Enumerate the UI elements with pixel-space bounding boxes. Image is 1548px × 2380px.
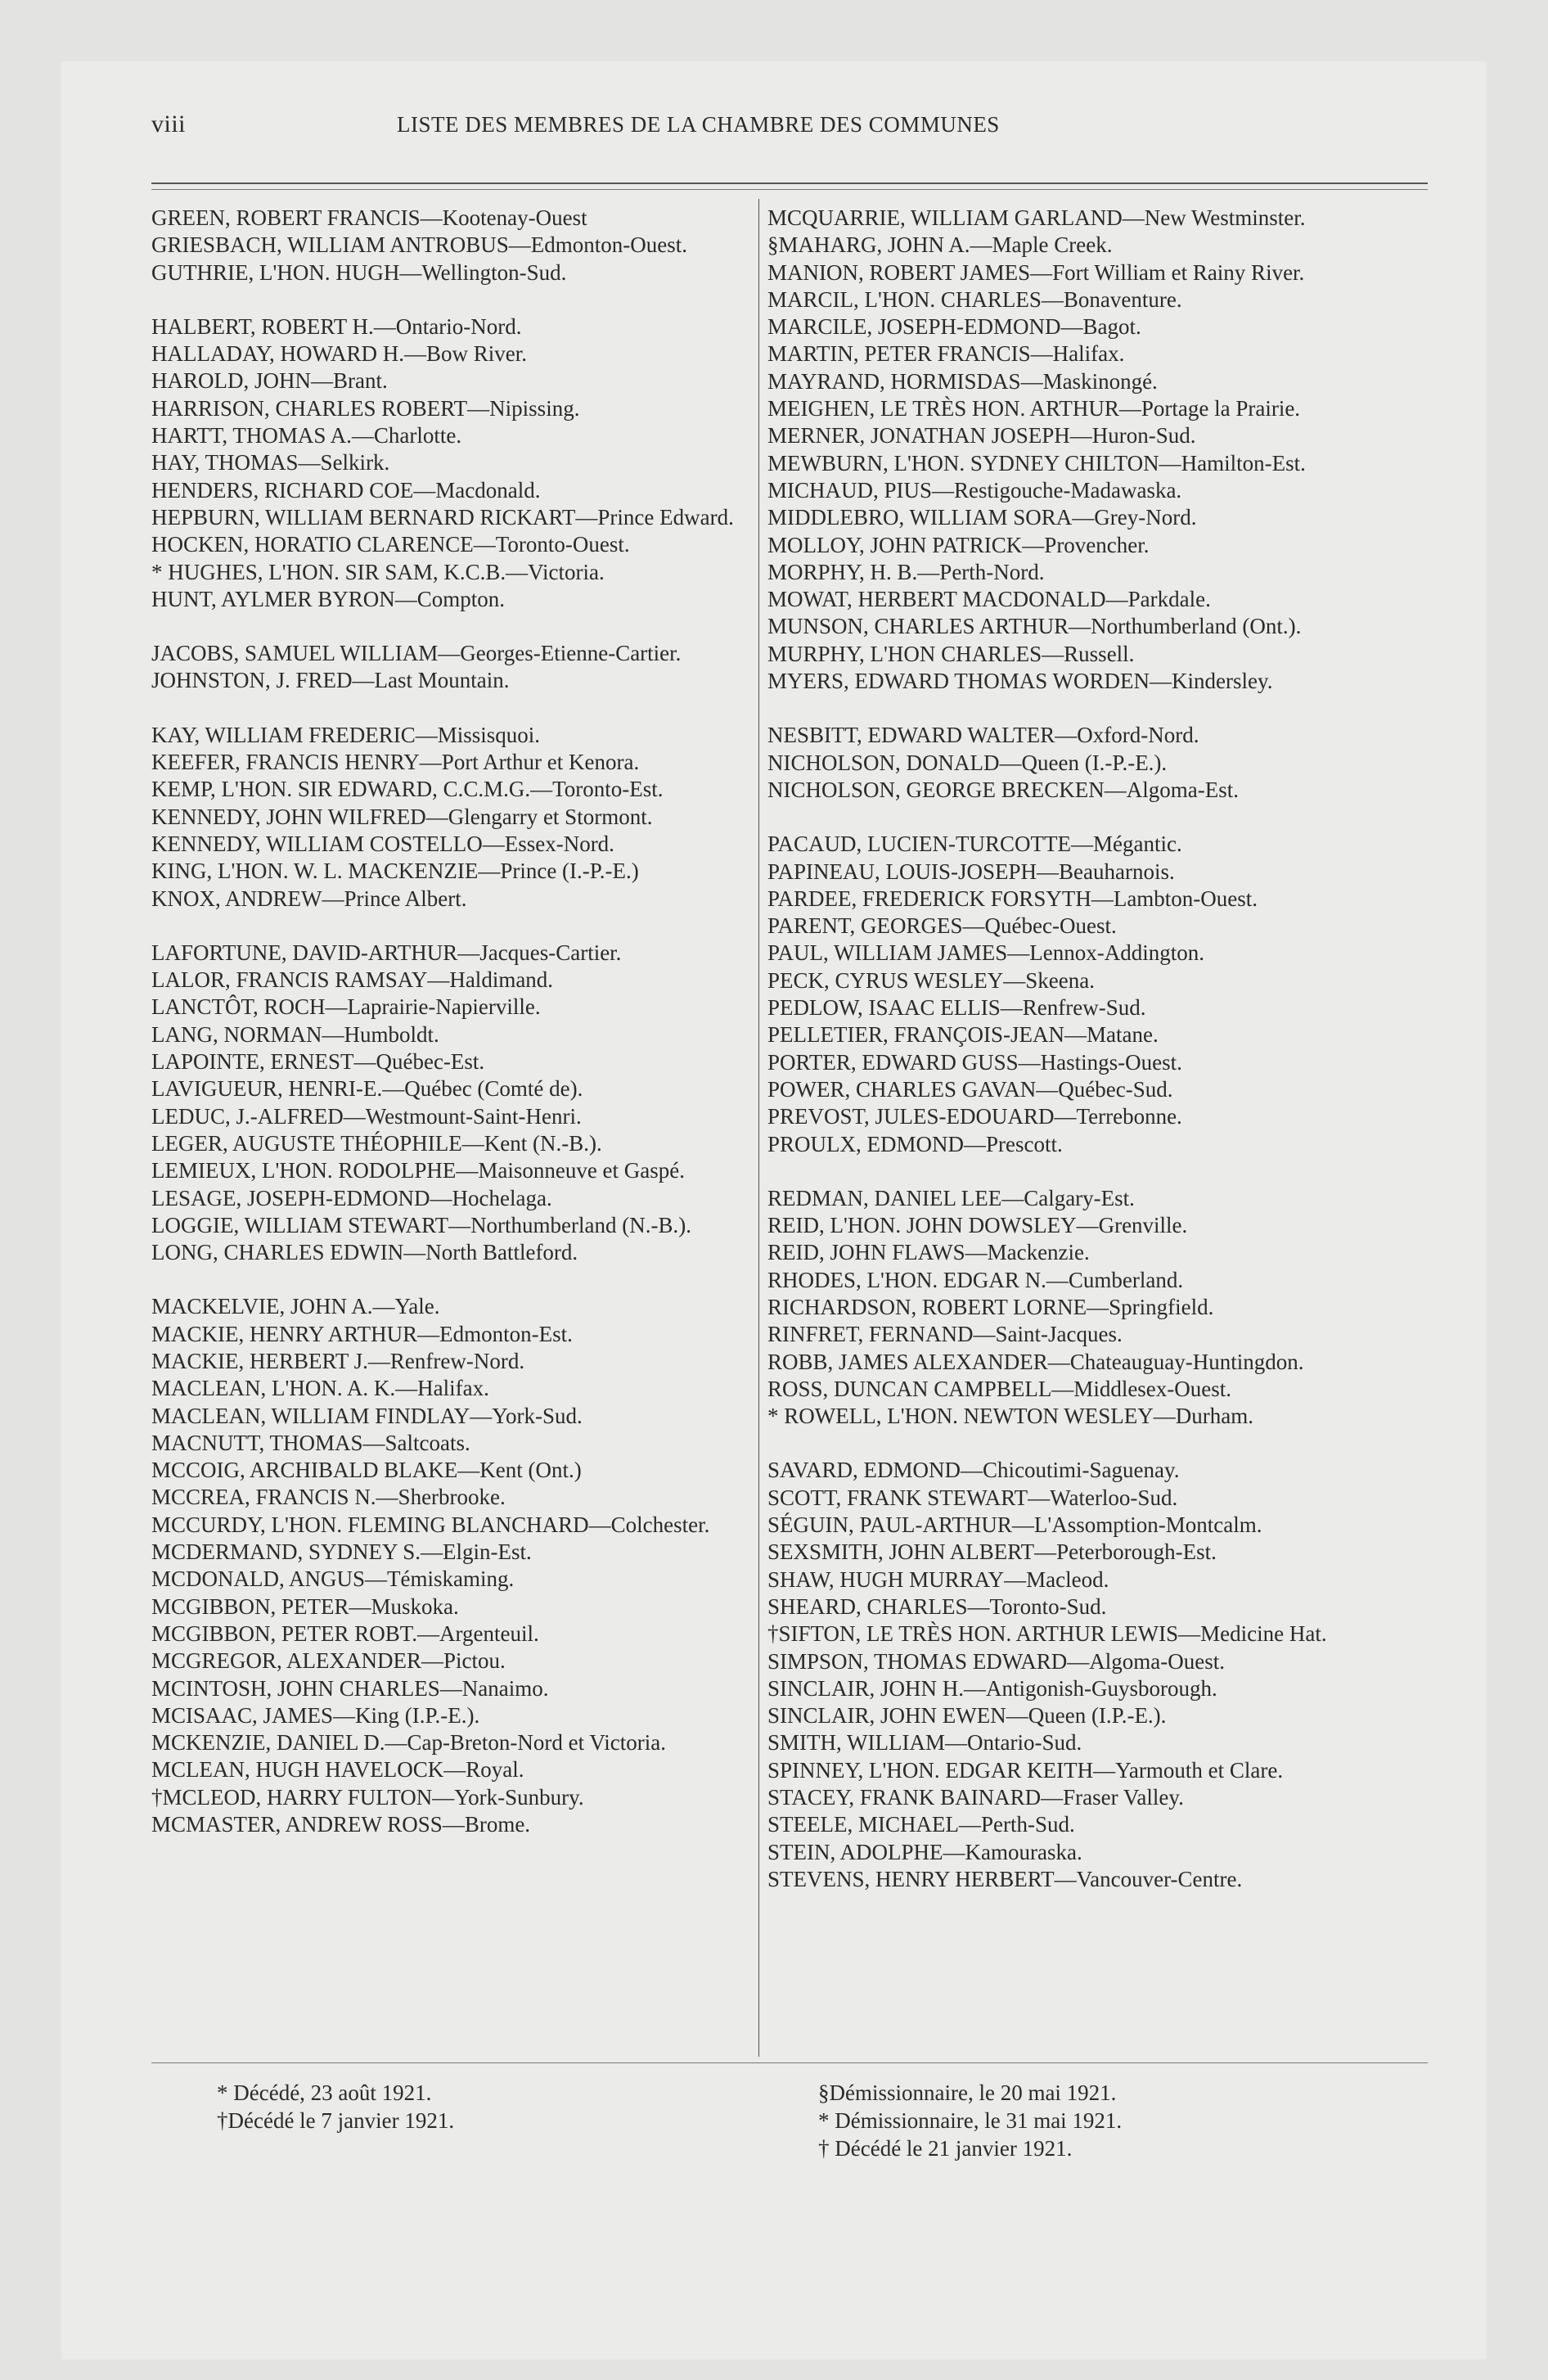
member-entry: LANCTÔT, ROCH—Laprairie-Napierville. bbox=[151, 994, 541, 1020]
document-page bbox=[61, 61, 1487, 2360]
member-entry: STACEY, FRANK BAINARD—Fraser Valley. bbox=[767, 1785, 1184, 1810]
member-entry: SMITH, WILLIAM—Ontario-Sud. bbox=[767, 1730, 1082, 1756]
footnote-rule bbox=[151, 2062, 1428, 2063]
member-entry: PROULX, EDMOND—Prescott. bbox=[767, 1131, 1063, 1156]
member-entry: RICHARDSON, ROBERT LORNE—Springfield. bbox=[767, 1294, 1214, 1319]
member-entry: LAVIGUEUR, HENRI-E.—Québec (Comté de). bbox=[151, 1076, 583, 1102]
member-entry: JACOBS, SAMUEL WILLIAM—Georges-Etienne-Cartier. bbox=[151, 641, 682, 666]
member-entry: MUNSON, CHARLES ARTHUR—Northumberland (Ont.). bbox=[767, 614, 1302, 639]
member-entry: STEVENS, HENRY HERBERT—Vancouver-Centre. bbox=[767, 1866, 1243, 1891]
member-entry: PELLETIER, FRANÇOIS-JEAN—Matane. bbox=[767, 1022, 1159, 1048]
member-entry: †MCLEOD, HARRY FULTON—York-Sunbury. bbox=[151, 1784, 584, 1810]
member-entry: STEIN, ADOLPHE—Kamouraska. bbox=[767, 1839, 1082, 1864]
member-entry: SEXSMITH, JOHN ALBERT—Peterborough-Est. bbox=[767, 1539, 1217, 1565]
member-entry: PORTER, EDWARD GUSS—Hastings-Ouest. bbox=[767, 1049, 1182, 1075]
footnotes-right bbox=[818, 2079, 1122, 2162]
footnote: * Décédé, 23 août 1921. bbox=[217, 2080, 432, 2105]
member-entry: LEMIEUX, L'HON. RODOLPHE—Maisonneuve et Gaspé. bbox=[151, 1158, 686, 1183]
member-entry: GUTHRIE, L'HON. HUGH—Wellington-Sud. bbox=[151, 259, 567, 285]
member-entry: MACKIE, HENRY ARTHUR—Edmonton-Est. bbox=[151, 1321, 573, 1346]
member-entry: KEMP, L'HON. SIR EDWARD, C.C.M.G.—Toronto-Est. bbox=[151, 777, 664, 802]
footnote: §Démissionnaire, le 20 mai 1921. bbox=[818, 2080, 1117, 2105]
section-gap bbox=[151, 286, 757, 313]
member-entry: SIMPSON, THOMAS EDWARD—Algoma-Ouest. bbox=[767, 1648, 1226, 1674]
right-column bbox=[767, 205, 1422, 1893]
footnote: †Décédé le 7 janvier 1921. bbox=[217, 2108, 455, 2133]
member-entry: SCOTT, FRANK STEWART—Waterloo-Sud. bbox=[767, 1485, 1178, 1510]
member-entry: * ROWELL, L'HON. NEWTON WESLEY—Durham. bbox=[767, 1404, 1254, 1429]
member-entry: PACAUD, LUCIEN-TURCOTTE—Mégantic. bbox=[767, 832, 1182, 857]
section-gap bbox=[767, 1158, 1422, 1185]
member-entry: PEDLOW, ISAAC ELLIS—Renfrew-Sud. bbox=[767, 995, 1146, 1021]
member-entry: HALBERT, ROBERT H.—Ontario-Nord. bbox=[151, 313, 522, 339]
member-entry: MACKELVIE, JOHN A.—Yale. bbox=[151, 1294, 440, 1319]
member-entry: MACNUTT, THOMAS—Saltcoats. bbox=[151, 1430, 470, 1455]
member-entry: SHAW, HUGH MURRAY—Macleod. bbox=[767, 1566, 1109, 1592]
footnote: * Démissionnaire, le 31 mai 1921. bbox=[818, 2108, 1123, 2133]
member-entry: STEELE, MICHAEL—Perth-Sud. bbox=[767, 1812, 1075, 1837]
member-entry: MCCOIG, ARCHIBALD BLAKE—Kent (Ont.) bbox=[151, 1458, 582, 1483]
member-entry: ROBB, JAMES ALEXANDER—Chateauguay-Huntingdon. bbox=[767, 1349, 1304, 1374]
member-entry: SPINNEY, L'HON. EDGAR KEITH—Yarmouth et Clare. bbox=[767, 1757, 1284, 1783]
member-entry: HOCKEN, HORATIO CLARENCE—Toronto-Ouest. bbox=[151, 532, 630, 557]
member-entry: MCISAAC, JAMES—King (I.P.-E.). bbox=[151, 1702, 480, 1728]
page-number: viii bbox=[151, 110, 187, 137]
member-entry: MCINTOSH, JOHN CHARLES—Nanaimo. bbox=[151, 1675, 549, 1701]
top-rule-thin bbox=[151, 189, 1428, 190]
member-entry: KING, L'HON. W. L. MACKENZIE—Prince (I.-P.-E.) bbox=[151, 859, 639, 884]
member-entry: MEIGHEN, LE TRÈS HON. ARTHUR—Portage la Prairie. bbox=[767, 396, 1301, 421]
member-entry: †SIFTON, LE TRÈS HON. ARTHUR LEWIS—Medicine Hat. bbox=[767, 1621, 1327, 1647]
member-entry: MACLEAN, WILLIAM FINDLAY—York-Sud. bbox=[151, 1403, 583, 1428]
member-entry: REID, JOHN FLAWS—Mackenzie. bbox=[767, 1240, 1090, 1265]
member-entry: HAROLD, JOHN—Brant. bbox=[151, 368, 388, 394]
member-entry: KEEFER, FRANCIS HENRY—Port Arthur et Kenora. bbox=[151, 750, 640, 775]
member-entry: MCQUARRIE, WILLIAM GARLAND—New Westminster. bbox=[767, 205, 1306, 230]
member-entry: REDMAN, DANIEL LEE—Calgary-Est. bbox=[767, 1185, 1135, 1210]
member-entry: MCCURDY, L'HON. FLEMING BLANCHARD—Colchester. bbox=[151, 1512, 710, 1537]
section-gap bbox=[767, 695, 1422, 722]
member-entry: LAPOINTE, ERNEST—Québec-Est. bbox=[151, 1049, 485, 1075]
member-entry: MARTIN, PETER FRANCIS—Halifax. bbox=[767, 341, 1125, 367]
member-entry: LEDUC, J.-ALFRED—Westmount-Saint-Henri. bbox=[151, 1103, 582, 1129]
member-entry: MARCILE, JOSEPH-EDMOND—Bagot. bbox=[767, 314, 1141, 340]
member-entry: KENNEDY, WILLIAM COSTELLO—Essex-Nord. bbox=[151, 831, 614, 856]
member-entry: PAUL, WILLIAM JAMES—Lennox-Addington. bbox=[767, 940, 1204, 966]
footnote: † Décédé le 21 janvier 1921. bbox=[818, 2136, 1073, 2161]
member-entry: MCCREA, FRANCIS N.—Sherbrooke. bbox=[151, 1485, 506, 1510]
member-entry: HAY, THOMAS—Selkirk. bbox=[151, 450, 390, 476]
member-entry: MICHAUD, PIUS—Restigouche-Madawaska. bbox=[767, 477, 1182, 503]
member-entry: MCDERMAND, SYDNEY S.—Elgin-Est. bbox=[151, 1539, 532, 1565]
member-entry: JOHNSTON, J. FRED—Last Mountain. bbox=[151, 668, 510, 693]
member-entry: LEGER, AUGUSTE THÉOPHILE—Kent (N.-B.). bbox=[151, 1130, 602, 1156]
member-entry: SINCLAIR, JOHN H.—Antigonish-Guysborough. bbox=[767, 1675, 1217, 1701]
member-entry: MAYRAND, HORMISDAS—Maskinongé. bbox=[767, 368, 1158, 394]
member-entry: GREEN, ROBERT FRANCIS—Kootenay-Ouest bbox=[151, 205, 587, 230]
section-gap bbox=[151, 913, 757, 940]
member-entry: MCGIBBON, PETER ROBT.—Argenteuil. bbox=[151, 1620, 539, 1646]
member-entry: MCGREGOR, ALEXANDER—Pictou. bbox=[151, 1648, 506, 1674]
member-entry: LALOR, FRANCIS RAMSAY—Haldimand. bbox=[151, 967, 554, 993]
member-entry: SHEARD, CHARLES—Toronto-Sud. bbox=[767, 1593, 1107, 1619]
member-entry: RHODES, L'HON. EDGAR N.—Cumberland. bbox=[767, 1267, 1184, 1292]
member-entry: MEWBURN, L'HON. SYDNEY CHILTON—Hamilton-Est. bbox=[767, 450, 1306, 476]
member-entry: * HUGHES, L'HON. SIR SAM, K.C.B.—Victoria. bbox=[151, 559, 605, 584]
member-entry: LANG, NORMAN—Humboldt. bbox=[151, 1021, 439, 1047]
member-entry: MACKIE, HERBERT J.—Renfrew-Nord. bbox=[151, 1348, 525, 1373]
member-entry: HARTT, THOMAS A.—Charlotte. bbox=[151, 423, 462, 449]
section-gap bbox=[151, 1266, 757, 1293]
member-entry: PAPINEAU, LOUIS-JOSEPH—Beauharnois. bbox=[767, 859, 1175, 884]
member-entry: HUNT, AYLMER BYRON—Compton. bbox=[151, 586, 506, 611]
member-entry: MOWAT, HERBERT MACDONALD—Parkdale. bbox=[767, 587, 1211, 612]
member-entry: PREVOST, JULES-EDOUARD—Terrebonne. bbox=[767, 1104, 1182, 1129]
member-entry: RINFRET, FERNAND—Saint-Jacques. bbox=[767, 1322, 1123, 1347]
member-entry: MACLEAN, L'HON. A. K.—Halifax. bbox=[151, 1376, 489, 1401]
member-entry: REID, L'HON. JOHN DOWSLEY—Grenville. bbox=[767, 1213, 1188, 1238]
member-entry: MURPHY, L'HON CHARLES—Russell. bbox=[767, 641, 1135, 666]
member-entry: MCGIBBON, PETER—Muskoka. bbox=[151, 1593, 459, 1619]
member-entry: MCLEAN, HUGH HAVELOCK—Royal. bbox=[151, 1757, 524, 1783]
member-entry: MOLLOY, JOHN PATRICK—Provencher. bbox=[767, 532, 1150, 557]
footnotes-left bbox=[217, 2079, 454, 2134]
member-entry: NICHOLSON, GEORGE BRECKEN—Algoma-Est. bbox=[767, 777, 1239, 802]
member-entry: HALLADAY, HOWARD H.—Bow River. bbox=[151, 341, 528, 367]
member-entry: PARENT, GEORGES—Québec-Ouest. bbox=[767, 913, 1117, 939]
member-entry: MCMASTER, ANDREW ROSS—Brome. bbox=[151, 1812, 531, 1837]
section-gap bbox=[151, 695, 757, 722]
section-gap bbox=[767, 804, 1422, 831]
member-entry: NESBITT, EDWARD WALTER—Oxford-Nord. bbox=[767, 723, 1199, 748]
member-entry: MCKENZIE, DANIEL D.—Cap-Breton-Nord et Victoria. bbox=[151, 1730, 666, 1756]
running-title: LISTE DES MEMBRES DE LA CHAMBRE DES COMMUNES bbox=[397, 112, 1000, 137]
member-entry: KENNEDY, JOHN WILFRED—Glengarry et Stormont. bbox=[151, 804, 653, 829]
member-entry: LOGGIE, WILLIAM STEWART—Northumberland (N.-B.). bbox=[151, 1212, 691, 1237]
member-entry: PARDEE, FREDERICK FORSYTH—Lambton-Ouest. bbox=[767, 886, 1258, 911]
member-entry: MANION, ROBERT JAMES—Fort William et Rainy River. bbox=[767, 259, 1305, 285]
member-entry: SINCLAIR, JOHN EWEN—Queen (I.P.-E.). bbox=[767, 1703, 1167, 1729]
member-entry: HARRISON, CHARLES ROBERT—Nipissing. bbox=[151, 395, 580, 421]
member-entry: HENDERS, RICHARD COE—Macdonald. bbox=[151, 477, 541, 503]
member-entry: §MAHARG, JOHN A.—Maple Creek. bbox=[767, 232, 1113, 258]
member-entry: MIDDLEBRO, WILLIAM SORA—Grey-Nord. bbox=[767, 505, 1197, 530]
member-entry: KNOX, ANDREW—Prince Albert. bbox=[151, 886, 467, 911]
member-entry: LESAGE, JOSEPH-EDMOND—Hochelaga. bbox=[151, 1185, 552, 1210]
member-entry: SAVARD, EDMOND—Chicoutimi-Saguenay. bbox=[767, 1458, 1180, 1483]
member-entry: MERNER, JONATHAN JOSEPH—Huron-Sud. bbox=[767, 423, 1196, 449]
left-column bbox=[151, 205, 757, 1838]
section-gap bbox=[151, 613, 757, 640]
member-entry: MCDONALD, ANGUS—Témiskaming. bbox=[151, 1566, 515, 1592]
member-entry: MYERS, EDWARD THOMAS WORDEN—Kindersley. bbox=[767, 669, 1273, 694]
section-gap bbox=[767, 1430, 1422, 1457]
member-entry: MORPHY, H. B.—Perth-Nord. bbox=[767, 559, 1045, 584]
member-entry: SÉGUIN, PAUL-ARTHUR—L'Assomption-Montcalm. bbox=[767, 1512, 1262, 1538]
member-entry: ROSS, DUNCAN CAMPBELL—Middlesex-Ouest. bbox=[767, 1376, 1232, 1401]
member-entry: LONG, CHARLES EDWIN—North Battleford. bbox=[151, 1240, 578, 1265]
member-entry: MARCIL, L'HON. CHARLES—Bonaventure. bbox=[767, 286, 1182, 312]
member-entry: PECK, CYRUS WESLEY—Skeena. bbox=[767, 967, 1096, 993]
top-rule bbox=[151, 183, 1428, 184]
member-entry: NICHOLSON, DONALD—Queen (I.-P.-E.). bbox=[767, 750, 1168, 775]
member-entry: LAFORTUNE, DAVID-ARTHUR—Jacques-Cartier. bbox=[151, 940, 622, 965]
member-entry: HEPBURN, WILLIAM BERNARD RICKART—Prince Edward. bbox=[151, 504, 734, 530]
member-entry: KAY, WILLIAM FREDERIC—Missisquoi. bbox=[151, 722, 541, 747]
member-entry: GRIESBACH, WILLIAM ANTROBUS—Edmonton-Ouest. bbox=[151, 232, 688, 258]
member-entry: POWER, CHARLES GAVAN—Québec-Sud. bbox=[767, 1076, 1173, 1102]
column-divider bbox=[758, 199, 759, 2057]
